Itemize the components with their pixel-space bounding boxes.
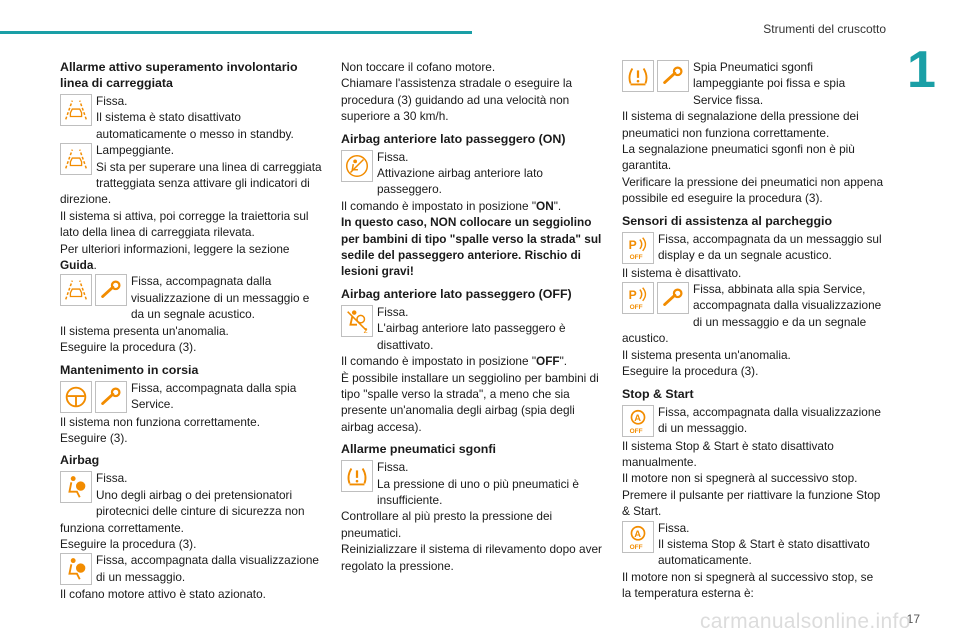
icon-group bbox=[60, 274, 127, 306]
icon-group bbox=[622, 282, 689, 314]
text: Il sistema Stop & Start è stato disattivato manualmente. bbox=[622, 438, 834, 469]
text: Il cofano motore attivo è stato azionato. bbox=[60, 587, 266, 602]
heading-stop-start: Stop & Start bbox=[622, 386, 694, 401]
text: Il sistema presenta un'anomalia. bbox=[60, 323, 229, 338]
text: Il comando è impostato in posizione "OFF". bbox=[341, 354, 568, 369]
text: Non toccare il cofano motore. bbox=[341, 60, 496, 74]
wrench-icon bbox=[657, 282, 689, 314]
text: Il motore non si spegnerà al successivo stop. bbox=[622, 471, 858, 486]
stop-start-off-icon bbox=[622, 405, 654, 437]
text: Verificare la pressione dei pneumatici non appena possibile ed eseguire la procedura (3). bbox=[622, 174, 884, 206]
icon-group bbox=[622, 232, 654, 264]
text: Il motore non si spegnerà al successivo stop, se la temperatura esterna è: bbox=[622, 569, 874, 601]
text: Fissa. bbox=[658, 520, 690, 535]
text: L'airbag anteriore lato passeggero è disattivato. bbox=[377, 321, 566, 352]
text: Attivazione airbag anteriore lato passeggero. bbox=[377, 166, 543, 197]
text: Fissa, abbinata alla spia Service, accompagnata dalla visualizzazione di un messaggio e da un segnale acustico. bbox=[622, 282, 882, 346]
parking-sensor-off-icon bbox=[622, 232, 654, 264]
text: Fissa. bbox=[377, 149, 409, 164]
text: La segnalazione pneumatici sgonfi non è più garantita. bbox=[622, 142, 855, 173]
text: Il sistema è disattivato. bbox=[622, 265, 742, 280]
text: Fissa, accompagnata dalla visualizzazione di un messaggio. bbox=[96, 553, 319, 584]
text: Il sistema Stop & Start è stato disattivato automaticamente. bbox=[658, 536, 870, 568]
icon-group bbox=[622, 521, 654, 553]
section-title: Strumenti del cruscotto bbox=[763, 22, 886, 36]
column-3 bbox=[622, 59, 884, 602]
heading-lane-keeping: Mantenimento in corsia bbox=[60, 362, 199, 377]
lane-departure-icon bbox=[60, 143, 92, 175]
text: Eseguire la procedura (3). bbox=[622, 364, 759, 379]
icon-group bbox=[622, 60, 689, 92]
heading-passenger-airbag-on: Airbag anteriore lato passeggero (ON) bbox=[341, 131, 566, 146]
page-number: 17 bbox=[906, 612, 920, 626]
text: Il comando è impostato in posizione "ON". bbox=[341, 198, 562, 213]
text: Fissa. bbox=[377, 460, 409, 475]
text: Fissa, accompagnata dalla visualizzazione di un messaggio. bbox=[658, 404, 881, 435]
airbag-icon bbox=[60, 471, 92, 503]
text: Il sistema non funziona correttamente. bbox=[60, 414, 260, 429]
icon-group bbox=[622, 405, 654, 437]
heading-airbag: Airbag bbox=[60, 453, 100, 468]
icon-group bbox=[341, 150, 373, 182]
icon-group bbox=[60, 143, 92, 175]
text: Il sistema di segnalazione della pressione dei pneumatici non funziona correttamente. bbox=[622, 109, 859, 140]
text: Per ulteriori informazioni, leggere la sezione Guida. bbox=[60, 241, 290, 273]
text: Uno degli airbag o dei pretensionatori pirotecnici delle cinture di sicurezza non funziona correttamente. bbox=[60, 487, 305, 535]
text: Eseguire la procedura (3). bbox=[60, 536, 197, 551]
chapter-number: 1 bbox=[907, 41, 936, 99]
icon-group bbox=[60, 381, 127, 413]
text: Fissa, accompagnata dalla visualizzazione di un messaggio e da un segnale acustico. bbox=[131, 274, 310, 322]
parking-sensor-off-icon bbox=[622, 282, 654, 314]
header-accent-bar bbox=[0, 31, 472, 34]
text: Il sistema presenta un'anomalia. bbox=[622, 347, 791, 362]
steering-wheel-icon bbox=[60, 381, 92, 413]
tyre-pressure-icon bbox=[341, 460, 373, 492]
text: Si sta per superare una linea di carreggiata tratteggiata senza attivare gli indicatori di direzione. bbox=[60, 159, 322, 207]
wrench-icon bbox=[657, 60, 689, 92]
lane-departure-icon bbox=[60, 94, 92, 126]
icon-group bbox=[341, 460, 373, 492]
heading-passenger-airbag-off: Airbag anteriore lato passeggero (OFF) bbox=[341, 286, 572, 301]
watermark: carmanualsonline.info bbox=[700, 610, 911, 633]
icon-group bbox=[341, 305, 373, 337]
text: Fissa, accompagnata da un messaggio sul display e da un segnale acustico. bbox=[658, 231, 882, 263]
heading-tyre-pressure: Allarme pneumatici sgonfi bbox=[341, 442, 496, 457]
text: Premere il pulsante per riattivare la funzione Stop & Start. bbox=[622, 487, 881, 519]
text: Il sistema si attiva, poi corregge la traiettoria sul lato della linea di carreggiata rilevata. bbox=[60, 208, 309, 240]
text: Eseguire (3). bbox=[60, 430, 128, 445]
column-2 bbox=[341, 59, 603, 574]
column-1 bbox=[60, 59, 322, 603]
icon-group bbox=[60, 553, 92, 585]
text: Fissa. bbox=[96, 94, 128, 108]
text: La pressione di uno o più pneumatici è insufficiente. bbox=[377, 476, 579, 507]
text: Chiamare l'assistenza stradale o eseguire la procedura (3) guidando ad una velocità non superiore a 30 km/h. bbox=[341, 76, 573, 124]
text: Controllare al più presto la pressione dei pneumatici. bbox=[341, 509, 553, 540]
passenger-airbag-off-icon bbox=[341, 305, 373, 337]
lane-departure-icon bbox=[60, 274, 92, 306]
text: È possibile installare un seggiolino per bambini di tipo "spalle verso la strada", a meno che sia presente un'anomalia degli airbag (spia degli airbag accesa). bbox=[341, 370, 599, 434]
text: Spia Pneumatici sgonfi lampeggiante poi fissa e spia Service fissa. bbox=[693, 60, 846, 107]
text: Lampeggiante. bbox=[96, 143, 175, 158]
icon-group bbox=[60, 471, 92, 503]
text: Fissa. bbox=[96, 471, 128, 486]
heading-lane-departure: Allarme attivo superamento involontario linea di carreggiata bbox=[60, 60, 298, 90]
heading-parking-sensors: Sensori di assistenza al parcheggio bbox=[622, 213, 833, 228]
wrench-icon bbox=[95, 274, 127, 306]
text: Eseguire la procedura (3). bbox=[60, 340, 197, 355]
icon-group bbox=[60, 94, 92, 126]
tyre-pressure-icon bbox=[622, 60, 654, 92]
warning-text: In questo caso, NON collocare un seggiolino per bambini di tipo "spalle verso la strada" sul sedile del passeggero anteriore. Rischio di lesioni gravi! bbox=[341, 215, 602, 279]
text: Fissa, accompagnata dalla spia Service. bbox=[131, 380, 297, 411]
stop-start-off-icon bbox=[622, 521, 654, 553]
airbag-icon bbox=[60, 553, 92, 585]
passenger-airbag-on-icon bbox=[341, 150, 373, 182]
wrench-icon bbox=[95, 381, 127, 413]
text: Reinizializzare il sistema di rilevamento dopo aver regolato la pressione. bbox=[341, 542, 602, 573]
text: Fissa. bbox=[377, 304, 409, 319]
text: Il sistema è stato disattivato automaticamente o messo in standby. bbox=[96, 110, 294, 141]
